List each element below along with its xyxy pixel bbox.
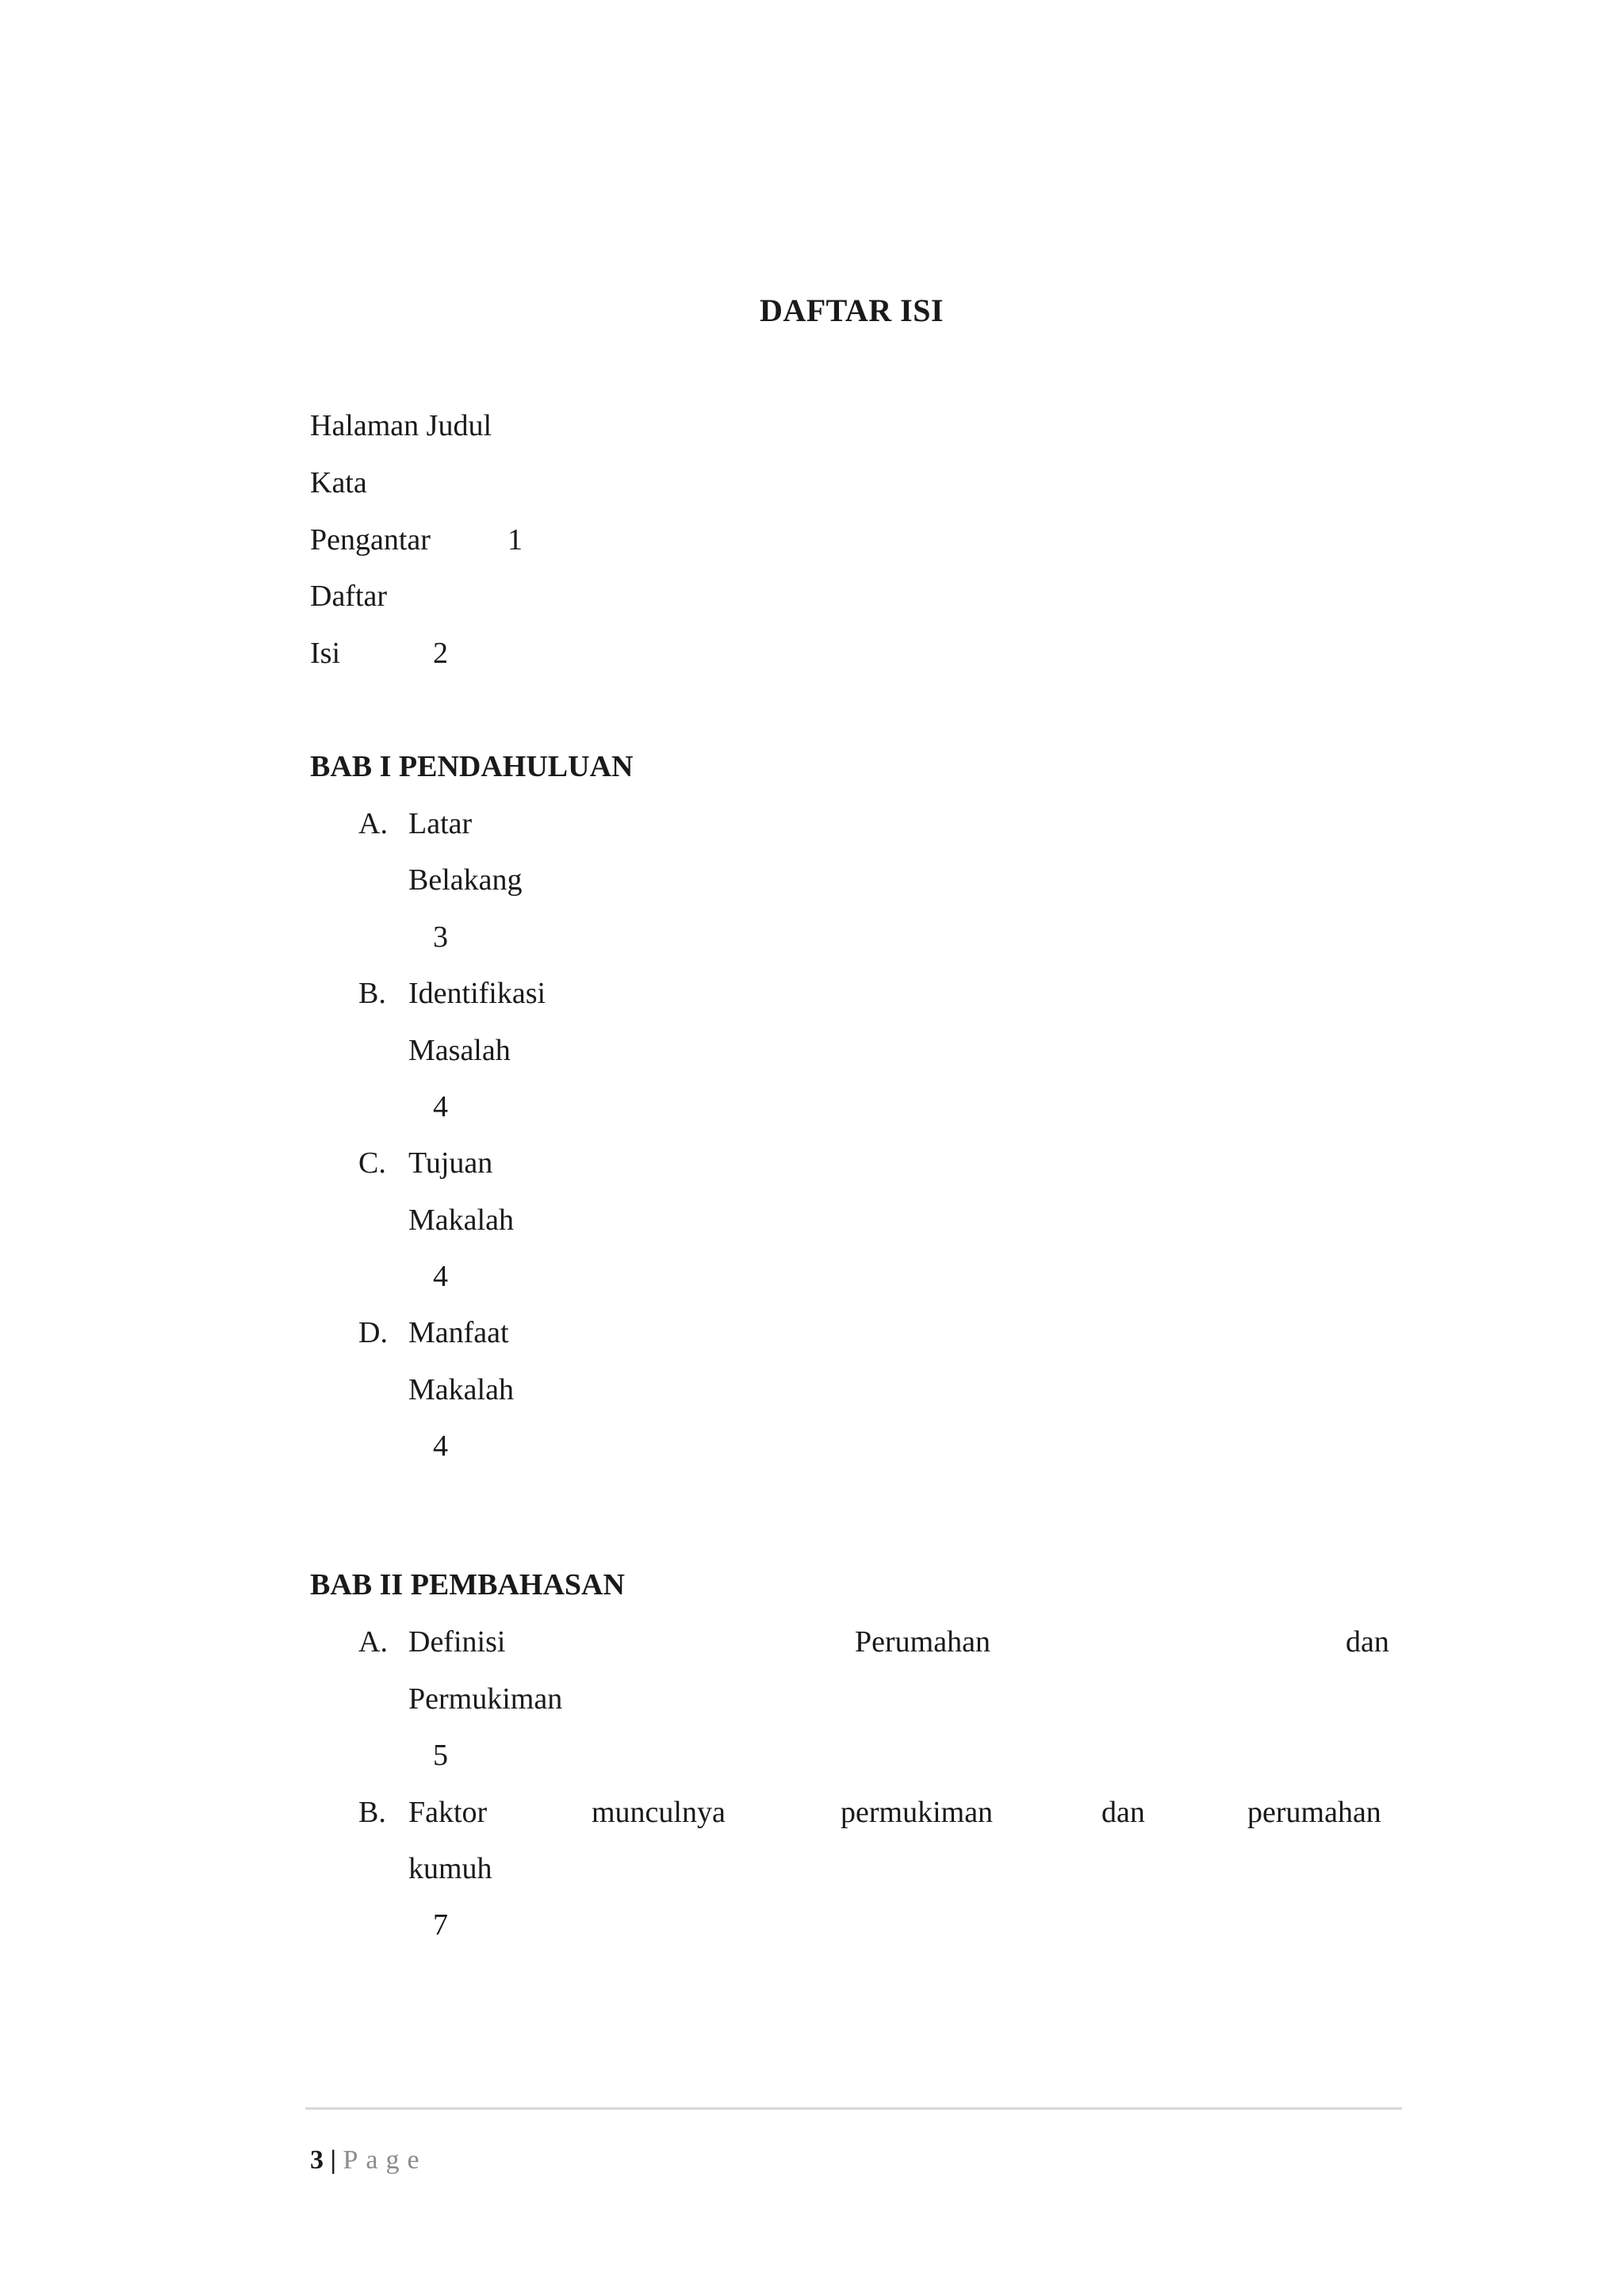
bab1-item-line1: Identifikasi: [408, 977, 546, 1010]
toc-pengantar-page: 1: [508, 523, 523, 557]
toc-kata: Kata: [310, 466, 367, 499]
bab1-item-line1: Manfaat: [408, 1316, 509, 1349]
bab2-item-word: munculnya: [592, 1796, 726, 1829]
bab2-item-word: dan: [1101, 1796, 1145, 1829]
bab1-item-letter: B.: [358, 977, 386, 1010]
bab2-item-page: 5: [433, 1739, 448, 1772]
bab1-item-line2: Makalah: [408, 1203, 514, 1237]
bab1-item-letter: D.: [358, 1316, 388, 1349]
bab1-item-page: 4: [433, 1090, 448, 1123]
toc-halaman-judul: Halaman Judul: [310, 409, 492, 442]
bab1-item-letter: A.: [358, 807, 388, 840]
bab1-item-line2: Masalah: [408, 1034, 511, 1067]
bab1-item-line1: Tujuan: [408, 1146, 493, 1180]
bab1-item-line2: Makalah: [408, 1373, 514, 1406]
page-title: DAFTAR ISI: [759, 293, 944, 328]
bab2-item-letter: B.: [358, 1796, 386, 1829]
footer-divider: [305, 2107, 1402, 2110]
bab2-item-word: perumahan: [1247, 1796, 1381, 1829]
bab2-item-page: 7: [433, 1908, 448, 1942]
bab2-item-line2: kumuh: [408, 1852, 492, 1885]
bab2-item-word: Definisi: [408, 1625, 506, 1659]
bab1-item-page: 4: [433, 1429, 448, 1463]
bab1-item-page: 4: [433, 1260, 448, 1293]
toc-daftar: Daftar: [310, 580, 388, 613]
bab2-item-letter: A.: [358, 1625, 388, 1659]
toc-pengantar: Pengantar: [310, 523, 431, 557]
footer-separator: |: [330, 2145, 336, 2175]
footer-page-number: 3: [310, 2145, 324, 2175]
toc-isi-page: 2: [433, 637, 448, 670]
bab1-item-line1: Latar: [408, 807, 473, 840]
page-footer: [310, 2145, 427, 2175]
bab1-item-letter: C.: [358, 1146, 386, 1180]
footer-page-label: Page: [343, 2145, 427, 2175]
bab1-item-page: 3: [433, 920, 448, 954]
bab1-heading: BAB I PENDAHULUAN: [310, 750, 634, 783]
bab1-item-line2: Belakang: [408, 863, 523, 897]
bab2-heading: BAB II PEMBAHASAN: [310, 1568, 625, 1601]
bab2-item-word: dan: [1346, 1625, 1389, 1659]
bab2-item-word: Perumahan: [855, 1625, 990, 1659]
bab2-item-line2: Permukiman: [408, 1682, 563, 1716]
bab2-item-word: permukiman: [841, 1796, 994, 1829]
toc-isi: Isi: [310, 637, 340, 670]
bab2-item-word: Faktor: [408, 1796, 488, 1829]
